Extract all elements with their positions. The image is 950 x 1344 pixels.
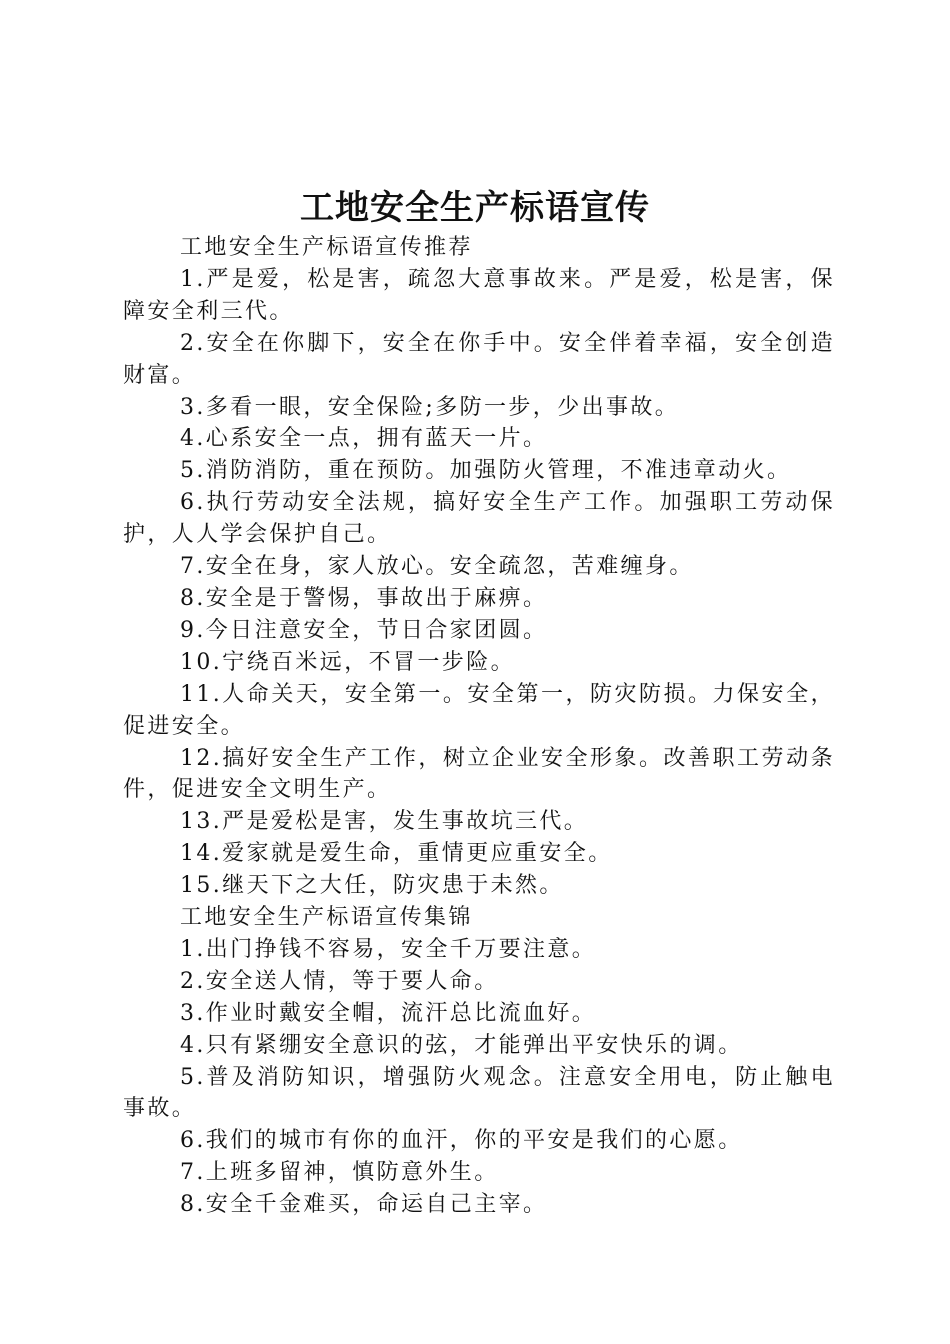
slogan-paragraph: 3.多看一眼，安全保险;多防一步，少出事故。: [180, 394, 680, 420]
slogan-paragraph: 4.心系安全一点，拥有蓝天一片。: [180, 426, 548, 452]
slogan-paragraph: 7.上班多留神，慎防意外生。: [180, 1160, 499, 1186]
slogan-paragraph: 10.宁绕百米远，不冒一步险。: [180, 649, 515, 675]
document-title: 工地安全生产标语宣传: [300, 188, 650, 228]
slogan-paragraph: 15.继天下之大任，防灾患于未然。: [180, 873, 564, 899]
slogan-paragraph: 2.安全送人情，等于要人命。: [180, 968, 499, 994]
slogan-paragraph: 8.安全是于警惕，事故出于麻痹。: [180, 585, 548, 611]
slogan-paragraph: 8.安全千金难买，命运自己主宰。: [180, 1192, 548, 1218]
slogan-paragraph: 5.普及消防知识，增强防火观念。注意安全用电，防止触电事故。: [123, 1064, 835, 1122]
slogan-paragraph: 2.安全在你脚下，安全在你手中。安全伴着幸福，安全创造财富。: [123, 330, 835, 388]
slogan-paragraph: 13.严是爱松是害，发生事故坑三代。: [180, 809, 589, 835]
slogan-paragraph: 7.安全在身，家人放心。安全疏忽，苦难缠身。: [180, 554, 694, 580]
slogan-paragraph: 12.搞好安全生产工作，树立企业安全形象。改善职工劳动条件，促进安全文明生产。: [123, 745, 835, 803]
slogan-paragraph: 1.出门挣钱不容易，安全千万要注意。: [180, 936, 597, 962]
slogan-paragraph: 11.人命关天，安全第一。安全第一，防灾防损。力保安全，促进安全。: [123, 681, 835, 739]
slogan-paragraph: 6.我们的城市有你的血汗，你的平安是我们的心愿。: [180, 1128, 743, 1154]
slogan-paragraph: 1.严是爱，松是害，疏忽大意事故来。严是爱，松是害，保障安全利三代。: [123, 266, 835, 324]
section-heading: 工地安全生产标语宣传集锦: [180, 905, 473, 931]
slogan-paragraph: 3.作业时戴安全帽，流汗总比流血好。: [180, 1000, 597, 1026]
document-body: [123, 232, 835, 1221]
slogan-paragraph: 4.只有紧绷安全意识的弦，才能弹出平安快乐的调。: [180, 1032, 743, 1058]
slogan-paragraph: 5.消防消防，重在预防。加强防火管理，不准违章动火。: [180, 458, 792, 484]
slogan-paragraph: 6.执行劳动安全法规，搞好安全生产工作。加强职工劳动保护，人人学会保护自己。: [123, 490, 835, 548]
slogan-paragraph: 9.今日注意安全，节日合家团圆。: [180, 617, 548, 643]
section-heading: 工地安全生产标语宣传推荐: [180, 235, 473, 260]
slogan-paragraph: 14.爱家就是爱生命，重情更应重安全。: [180, 841, 613, 867]
